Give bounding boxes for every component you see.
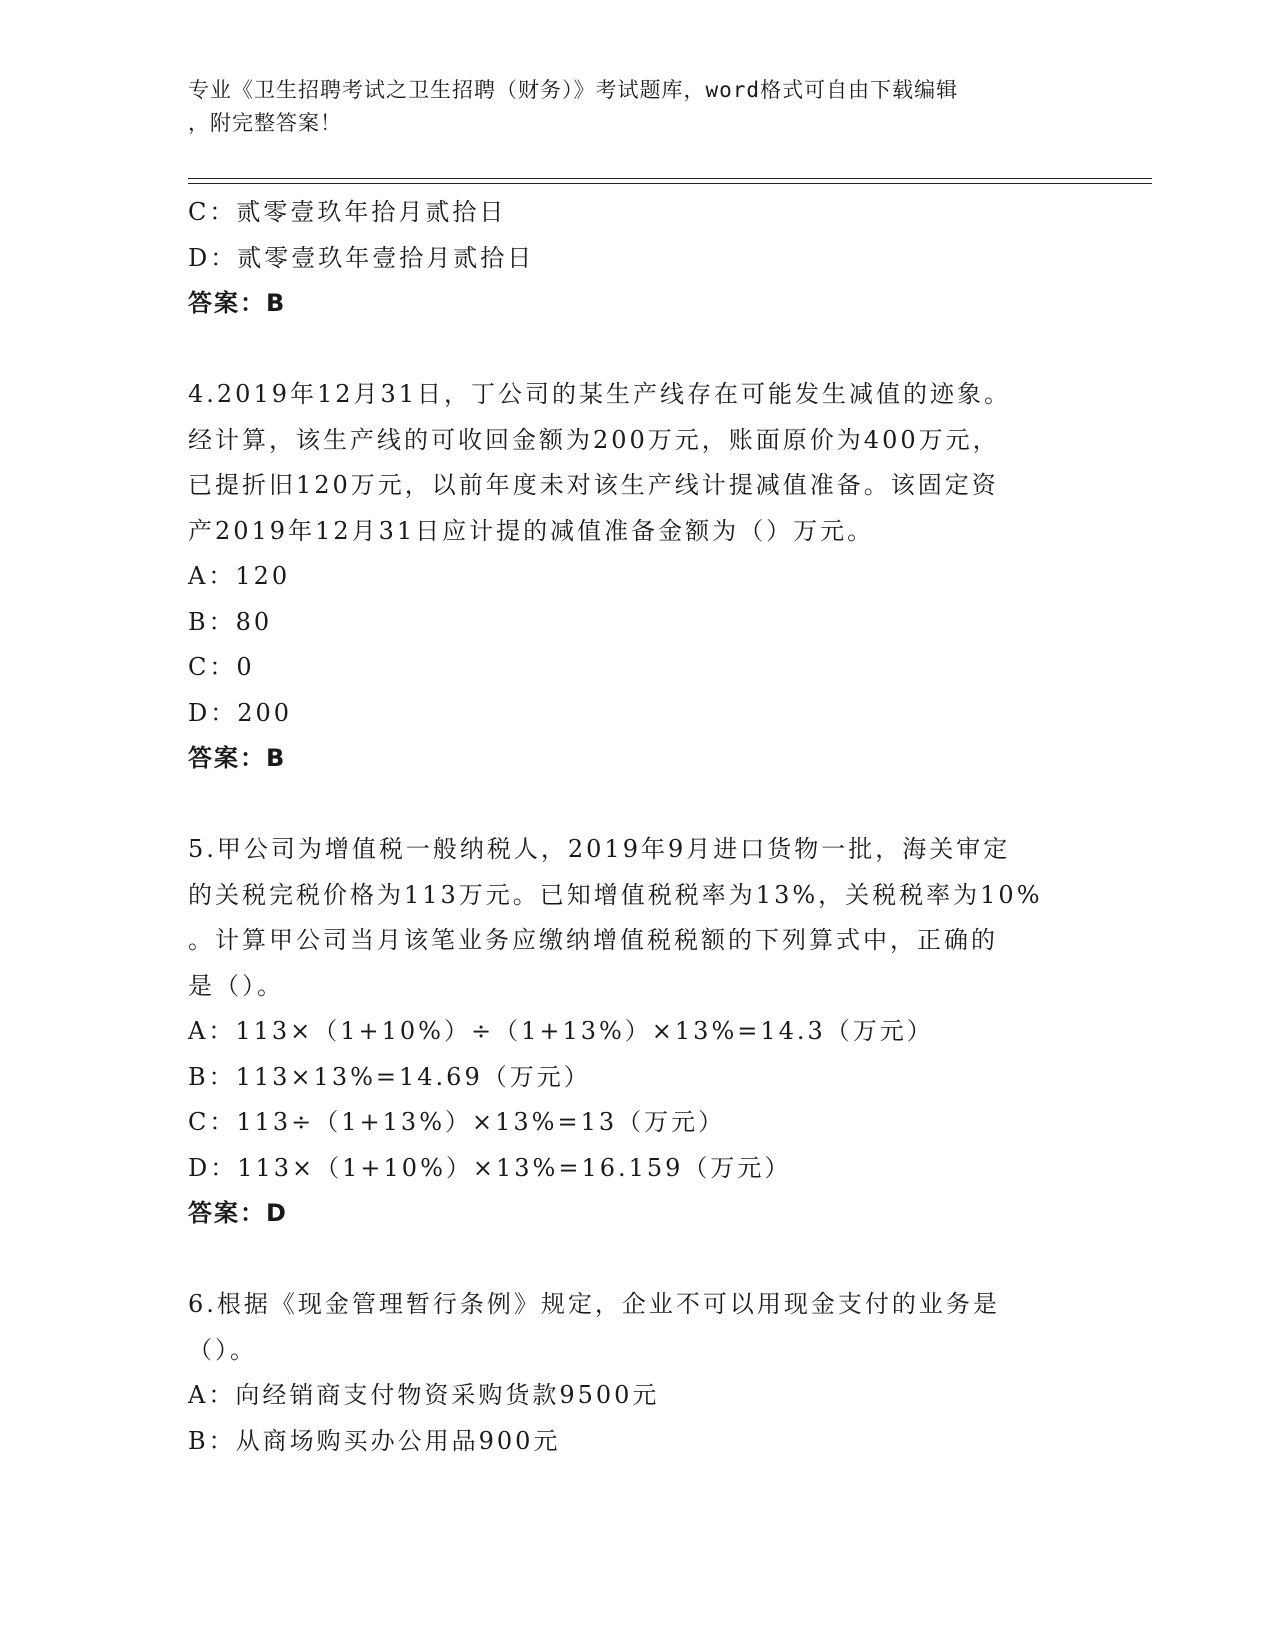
q5-stem-line-3: 。计算甲公司当月该笔业务应缴纳增值税税额的下列算式中，正确的	[188, 926, 998, 954]
question-4	[188, 372, 1088, 782]
q6-stem-line-2: （）。	[188, 1335, 257, 1364]
spacer	[188, 327, 1088, 373]
q3-option-c: C：贰零壹玖年拾月贰拾日	[188, 198, 507, 226]
q5-answer: 答案：D	[188, 1199, 288, 1227]
question-5	[188, 827, 1088, 1237]
spacer	[188, 1237, 1088, 1283]
q4-option-d: D：200	[188, 698, 293, 727]
q4-stem-line-4: 产2019年12月31日应计提的减值准备金额为（）万元。	[188, 516, 875, 545]
q5-stem-line-1: 5.甲公司为增值税一般纳税人，2019年9月进口货物一批，海关审定	[188, 835, 1011, 863]
q6-stem-line-1: 6.根据《现金管理暂行条例》规定，企业不可以用现金支付的业务是	[188, 1290, 1000, 1318]
q5-option-d: D：113×（1+10%）×13%=16.159（万元）	[188, 1153, 792, 1182]
q5-option-a: A：113×（1+10%）÷（1+13%）×13%=14.3（万元）	[188, 1017, 934, 1045]
header-line-2: ，附完整答案！	[188, 111, 342, 135]
q4-stem-line-2: 经计算，该生产线的可收回金额为200万元，账面原价为400万元，	[188, 425, 1000, 454]
q4-stem-line-3: 已提折旧120万元，以前年度未对该生产线计提减值准备。该固定资	[188, 471, 999, 499]
document-header	[188, 74, 1068, 140]
header-divider-top	[188, 178, 1152, 179]
q4-option-a: A：120	[188, 562, 291, 590]
question-6	[188, 1282, 1088, 1464]
q5-option-c: C：113÷（1+13%）×13%=13（万元）	[188, 1108, 726, 1136]
q5-option-b: B：113×13%=14.69（万元）	[188, 1062, 591, 1091]
q3-answer: 答案：B	[188, 289, 287, 317]
question-content	[188, 190, 1088, 1464]
question-3	[188, 190, 1088, 327]
q4-answer: 答案：B	[188, 744, 287, 772]
q6-option-b: B：从商场购买办公用品900元	[188, 1426, 561, 1455]
q4-option-c: C：0	[188, 653, 255, 681]
q5-stem-line-4: 是（）。	[188, 971, 284, 1000]
q4-option-b: B：80	[188, 607, 273, 636]
header-divider-bottom	[188, 183, 1152, 184]
header-line-1: 专业《卫生招聘考试之卫生招聘（财务）》考试题库，word格式可自由下载编辑	[188, 78, 959, 102]
q6-option-a: A：向经销商支付物资采购货款9500元	[188, 1381, 660, 1409]
spacer	[188, 782, 1088, 828]
q3-option-d: D：贰零壹玖年壹拾月贰拾日	[188, 243, 535, 272]
q5-stem-line-2: 的关税完税价格为113万元。已知增值税税率为13%，关税税率为10%	[188, 880, 1043, 909]
q4-stem-line-1: 4.2019年12月31日，丁公司的某生产线存在可能发生减值的迹象。	[188, 380, 1012, 408]
